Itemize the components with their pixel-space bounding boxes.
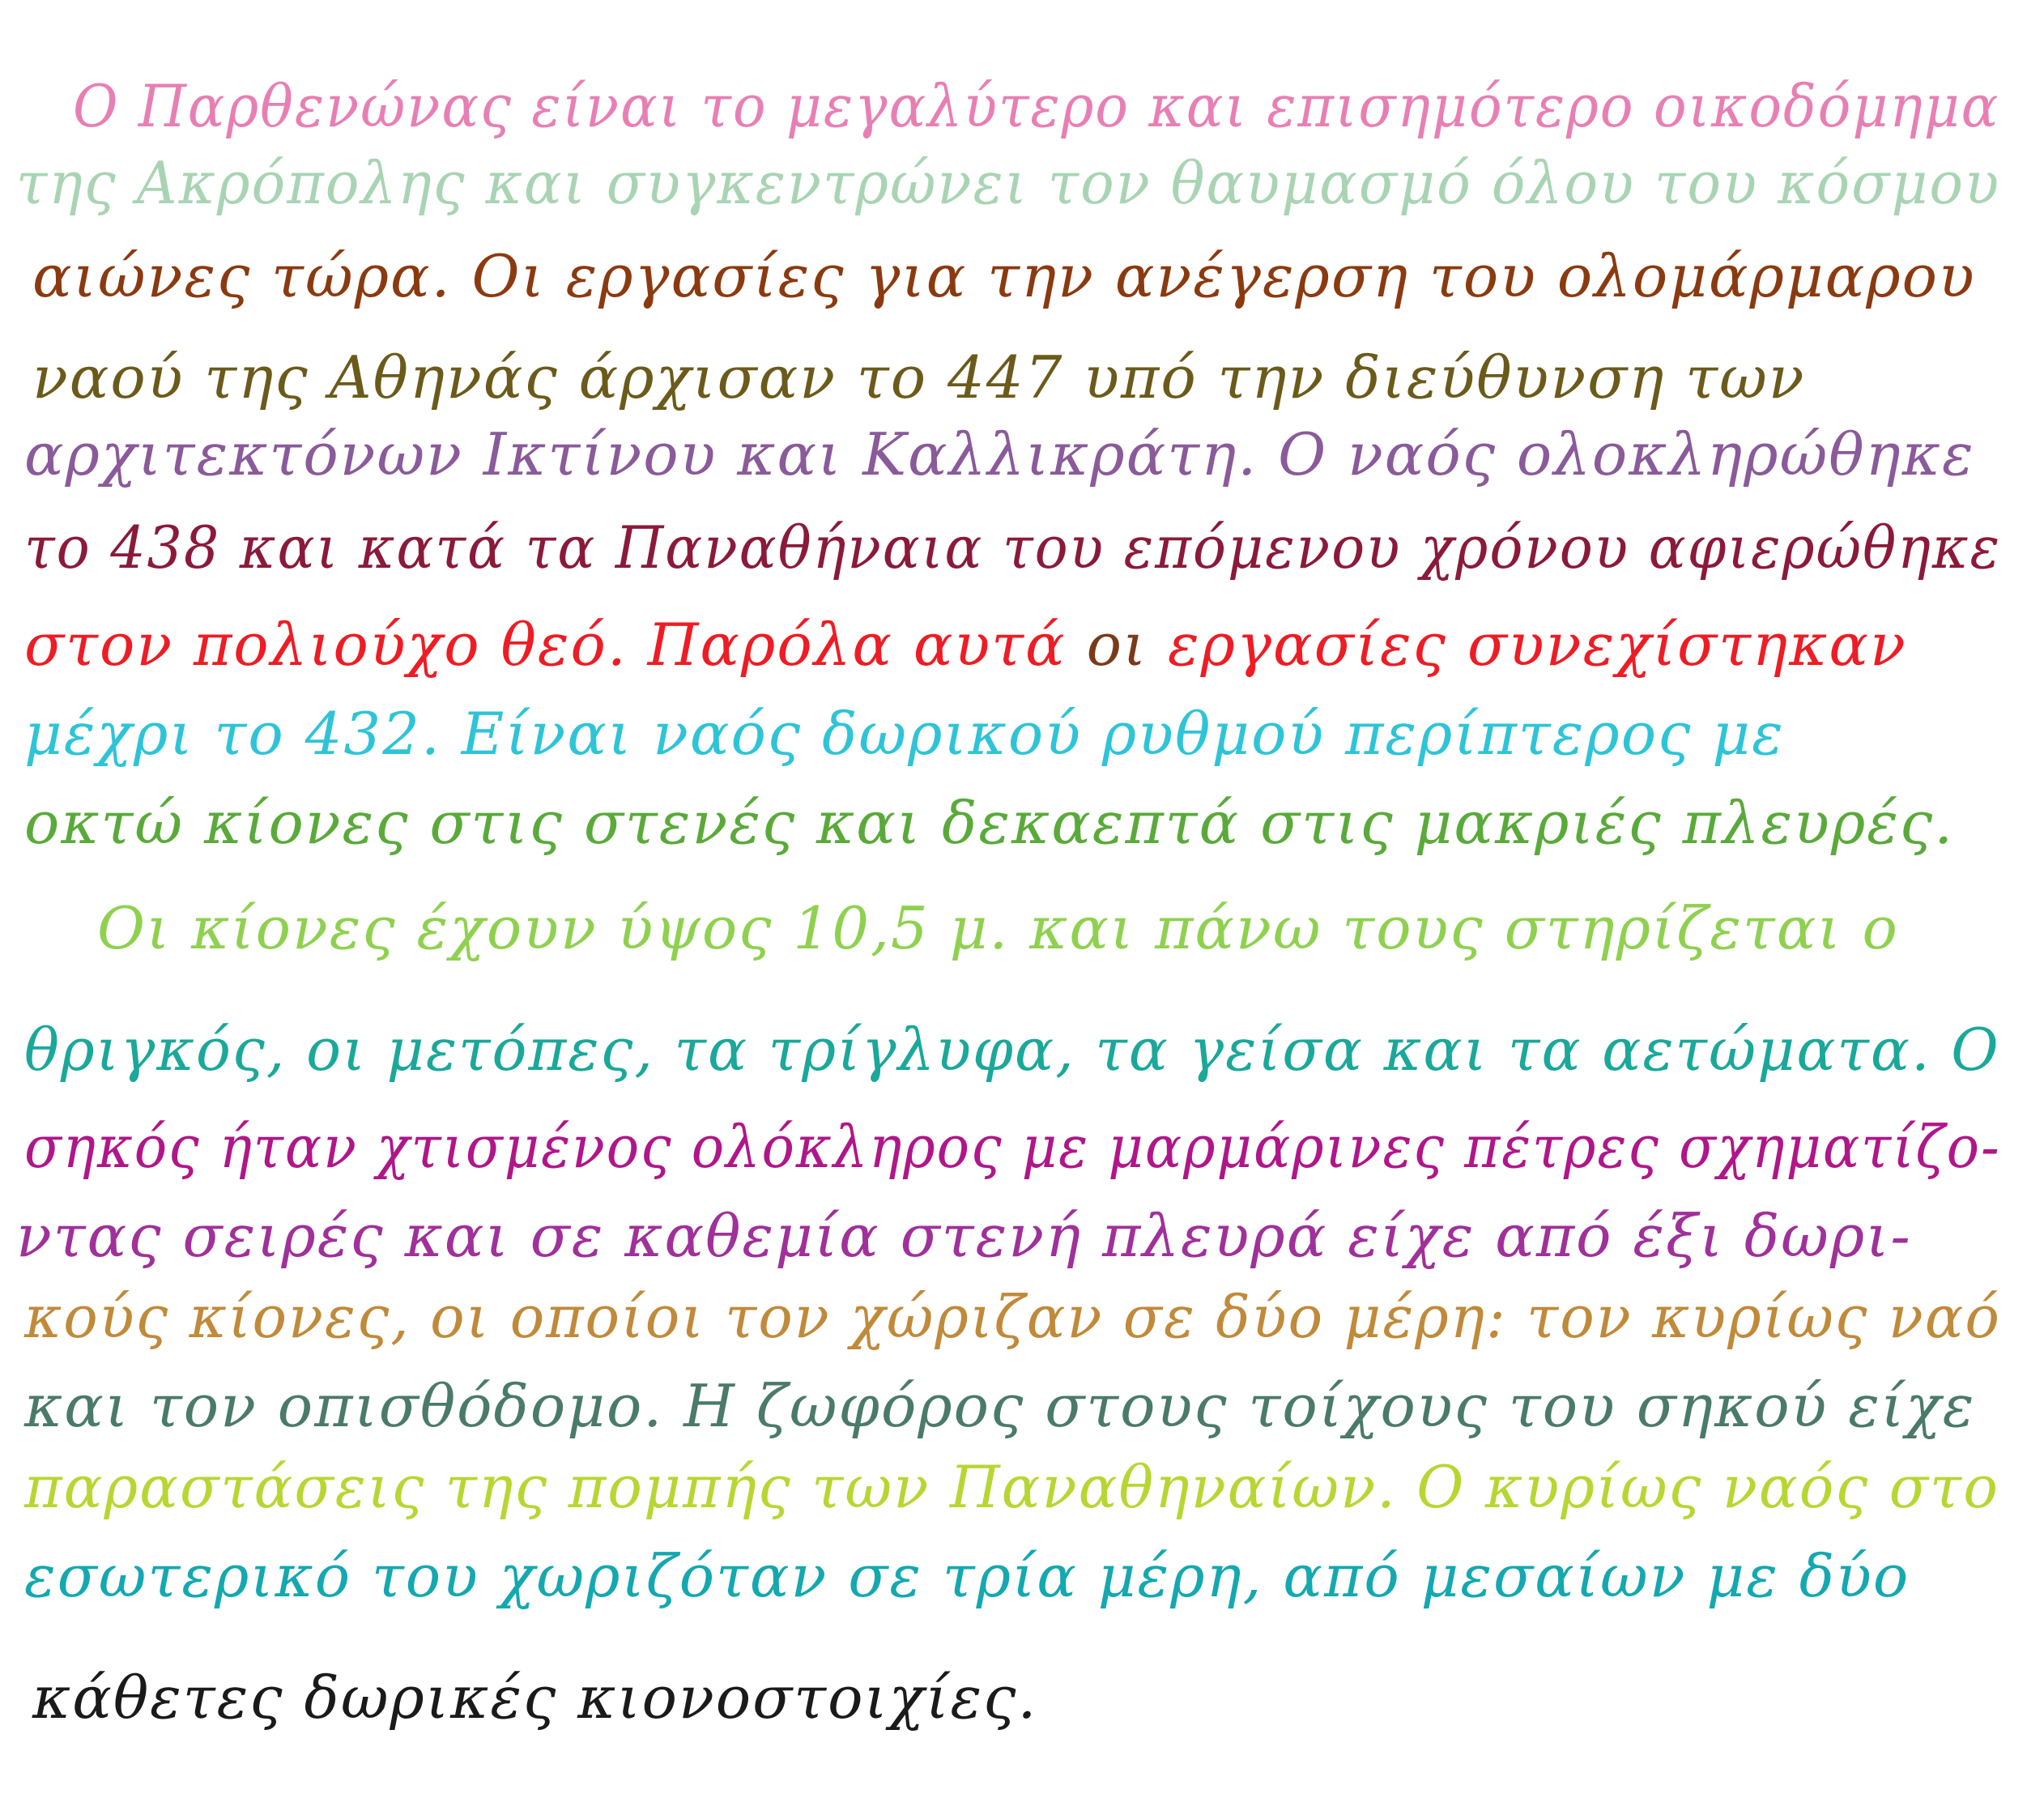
handwritten-segment: σηκός ήταν χτισμένος ολόκληρος με μαρμάρινες πέτρες σχηματίζο- (24, 1113, 2001, 1181)
handwritten-segment: κάθετες δωρικές κιονοστοιχίες. (32, 1664, 1038, 1732)
handwritten-line (24, 700, 1785, 768)
handwritten-segment: Ο Παρθενώνας είναι το μεγαλύτερο και επισημότερο οικοδόμημα (73, 72, 2000, 140)
handwritten-segment: κούς κίονες, οι οποίοι τον χώριζαν σε δύο μέρη: τον κυρίως ναό (24, 1283, 2001, 1351)
handwritten-line (32, 1664, 1038, 1732)
handwritten-segment: ντας σειρές και σε καθεμία στενή πλευρά είχε από έξι δωρι- (16, 1202, 1912, 1270)
handwritten-segment: Οι κίονες έχουν ύψος 10,5 μ. και πάνω τους στηρίζεται ο (97, 894, 1899, 962)
handwritten-segment: οι (1086, 611, 1169, 679)
handwritten-line (24, 1372, 1976, 1440)
handwritten-segment: θριγκός, οι μετόπες, τα τρίγλυφα, τα γείσα και τα αετώματα. Ο (24, 1016, 2000, 1084)
handwritten-line (24, 1016, 2000, 1084)
handwritten-line (73, 72, 2000, 140)
handwritten-segment: αιώνες τώρα. Οι εργασίες για την ανέγερση του ολομάρμαρου (32, 242, 1976, 310)
handwritten-segment: το 438 και κατά τα Παναθήναια του επόμενου χρόνου αφιερώθηκε (24, 513, 2002, 582)
handwritten-segment: εσωτερικό του χωριζόταν σε τρία μέρη, από μεσαίων με δύο (24, 1542, 1910, 1610)
handwritten-line (32, 242, 1976, 310)
handwritten-segment: παραστάσεις της πομπής των Παναθηναίων. Ο κυρίως ναός στο (24, 1453, 1999, 1521)
handwritten-segment: στον πολιούχο θεό. Παρόλα αυτά (24, 611, 1087, 679)
handwritten-segment: εργασίες συνεχίστηκαν (1168, 611, 1907, 679)
handwritten-line (32, 343, 1806, 411)
handwritten-line (24, 513, 2002, 582)
handwritten-line (24, 1283, 2001, 1351)
handwritten-segment: της Ακρόπολης και συγκεντρώνει τον θαυμασμό όλου του κόσμου (16, 149, 2001, 217)
handwritten-line (24, 1542, 1910, 1610)
handwritten-line (97, 894, 1899, 962)
handwritten-line (24, 789, 1955, 857)
handwritten-line (16, 149, 2001, 217)
handwritten-segment: και τον οπισθόδομο. Η ζωφόρος στους τοίχους του σηκού είχε (24, 1372, 1976, 1440)
handwritten-line (24, 611, 1907, 679)
handwritten-line (24, 1113, 2001, 1181)
handwritten-line (24, 1453, 1999, 1521)
handwritten-line (24, 420, 1975, 488)
handwritten-segment: ναού της Αθηνάς άρχισαν το 447 υπό την διεύθυνση των (32, 343, 1806, 411)
handwritten-segment: οκτώ κίονες στις στενές και δεκαεπτά στις μακριές πλευρές. (24, 789, 1955, 857)
handwritten-segment: αρχιτεκτόνων Ικτίνου και Καλλικράτη. Ο ναός ολοκληρώθηκε (24, 420, 1975, 488)
handwritten-line (16, 1202, 1912, 1270)
handwritten-segment: μέχρι το 432. Είναι ναός δωρικού ρυθμού περίπτερος με (24, 700, 1785, 768)
